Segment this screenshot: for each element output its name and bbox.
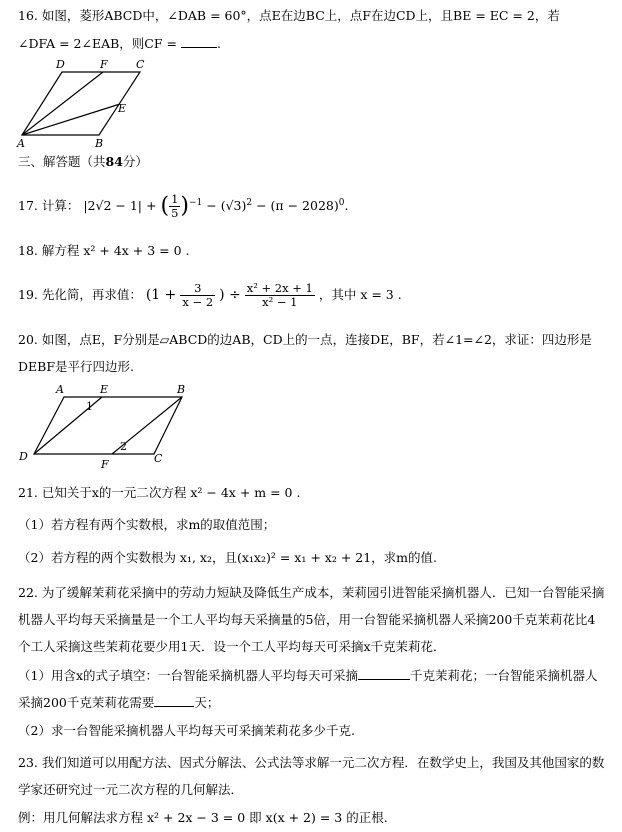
- q19-condition: ，其中 x = 3 .: [318, 287, 402, 302]
- q22-part2: （2）求一台智能采摘机器人平均每天可采摘茉莉花多少千克.: [18, 723, 355, 738]
- q22-part1-line1: [18, 667, 598, 685]
- q20-label-d: D: [19, 450, 28, 463]
- q17-plus: +: [146, 198, 157, 214]
- q22-p1-a: （1）用含x的式子填空：一台智能采摘机器人平均每天可采摘: [18, 668, 359, 683]
- q19: [18, 278, 402, 312]
- q17-end: .: [344, 198, 349, 214]
- q20-line2: DEBF是平行四边形.: [18, 359, 134, 374]
- q16-label-c: C: [136, 58, 145, 71]
- q16-line1: 16. 如图，菱形ABCD中，∠DAB = 60°，点E在边BC上，点F在边CD上，且BE = EC = 2，若: [18, 8, 560, 23]
- q16-line2: [18, 35, 221, 53]
- q22-blank2: [154, 694, 194, 707]
- section3-title-a: 三、解答题（共: [18, 154, 106, 169]
- q22-p1-b: 千克茉莉花；一台智能采摘机器人: [410, 668, 598, 683]
- q20-label-c: C: [154, 452, 163, 465]
- q22-p1-d: 天；: [194, 695, 220, 710]
- q23-line1: 23. 我们知道可以用配方法、因式分解法、公式法等求解一元二次方程．在数学史上，我国及其他国家的数: [18, 755, 605, 770]
- q16-rhombus-figure: [14, 56, 154, 152]
- q20-angle-2: 2: [120, 440, 127, 453]
- q18: 18. 解方程 x² + 4x + 3 = 0 .: [18, 243, 190, 258]
- q17-exp1: −1: [188, 198, 203, 208]
- q19-fraction1: $\frac{3}{x - 2}$: [182, 281, 214, 309]
- q19-fraction2: $\frac{\text{x² + 2x + 1}}{\text{x² − 1}}$: [246, 281, 313, 309]
- q23-line2: 学家还研究过一元二次方程的几何解法．: [18, 782, 244, 797]
- q16-label-d: D: [56, 58, 65, 71]
- q17-label: 17. 计算：: [18, 198, 80, 214]
- q22-p1-c: 采摘200千克茉莉花需要: [18, 695, 155, 710]
- q22-line2: 机器人平均每天采摘量是一个工人平均每天采摘量的5倍，用一台智能采摘机器人采摘200千克茉莉花比4: [18, 612, 596, 627]
- q17-rest: − (√3): [206, 198, 247, 214]
- q21-line1: 21. 已知关于x的一元二次方程 x² − 4x + m = 0 .: [18, 485, 301, 500]
- q21-part1: （1）若方程有两个实数根，求m的取值范围；: [18, 517, 276, 532]
- q19-label: 19. 先化简，再求值：: [18, 287, 142, 302]
- q20-parallelogram-figure: [14, 380, 204, 472]
- q20-label-e: E: [100, 383, 109, 396]
- q16-answer-blank: [181, 35, 217, 48]
- q17-exp3: 0: [338, 198, 345, 208]
- section3-title: [18, 153, 148, 171]
- q22-line1: 22. 为了缓解茉莉花采摘中的劳动力短缺及降低生产成本，茉莉园引进智能采摘机器人．已知一台智能采摘: [18, 585, 605, 600]
- q20-angle-1: 1: [86, 400, 93, 413]
- q22-line3: 个工人采摘这些茉莉花要少用1天．设一个工人平均每天可采摘x千克茉莉花．: [18, 639, 446, 654]
- q21-part2: （2）若方程的两个实数根为 x₁, x₂，且(x₁x₂)² = x₁ + x₂ + 21，求m的值.: [18, 550, 437, 565]
- section3-score: 84: [105, 154, 123, 169]
- q20-label-b: B: [177, 383, 186, 396]
- q16-period: .: [216, 36, 221, 51]
- q22-part1-line2: [18, 694, 219, 712]
- q17-exp2: 2: [246, 198, 253, 208]
- q20-label-f: F: [101, 458, 109, 471]
- q17: 17. 计算： |2√2 − 1| + ( $\frac{1}{5}$ )$^{-1} - (√3)^2 - (\pi - 2028)^0$.: [18, 192, 349, 221]
- q23-example: 例：用几何解法求方程 x² + 2x − 3 = 0 即 x(x + 2) = 3 的正根.: [18, 810, 388, 825]
- q16-label-a: A: [17, 137, 25, 150]
- q16-label-e: E: [118, 102, 127, 115]
- q17-fraction: $\frac{1}{5}$: [171, 192, 179, 221]
- q17-rest2: − (π − 2028): [256, 198, 339, 214]
- q16-line2-text: ∠DFA = 2∠EAB，则CF =: [18, 36, 177, 51]
- q16-label-f: F: [100, 58, 108, 71]
- q20-line1: 20. 如图，点E，F分别是▱ABCD的边AB，CD上的一点，连接DE，BF，若∠1=∠2，求证：四边形是: [18, 332, 592, 347]
- q19-one-plus: (1 +: [145, 287, 177, 303]
- q22-blank1: [358, 667, 410, 680]
- q17-abs: |2√2 − 1|: [83, 198, 143, 214]
- section3-title-b: 分）: [122, 154, 148, 169]
- q16-label-b: B: [95, 137, 104, 150]
- q20-label-a: A: [56, 383, 64, 396]
- q19-close: ) ÷: [219, 287, 241, 303]
